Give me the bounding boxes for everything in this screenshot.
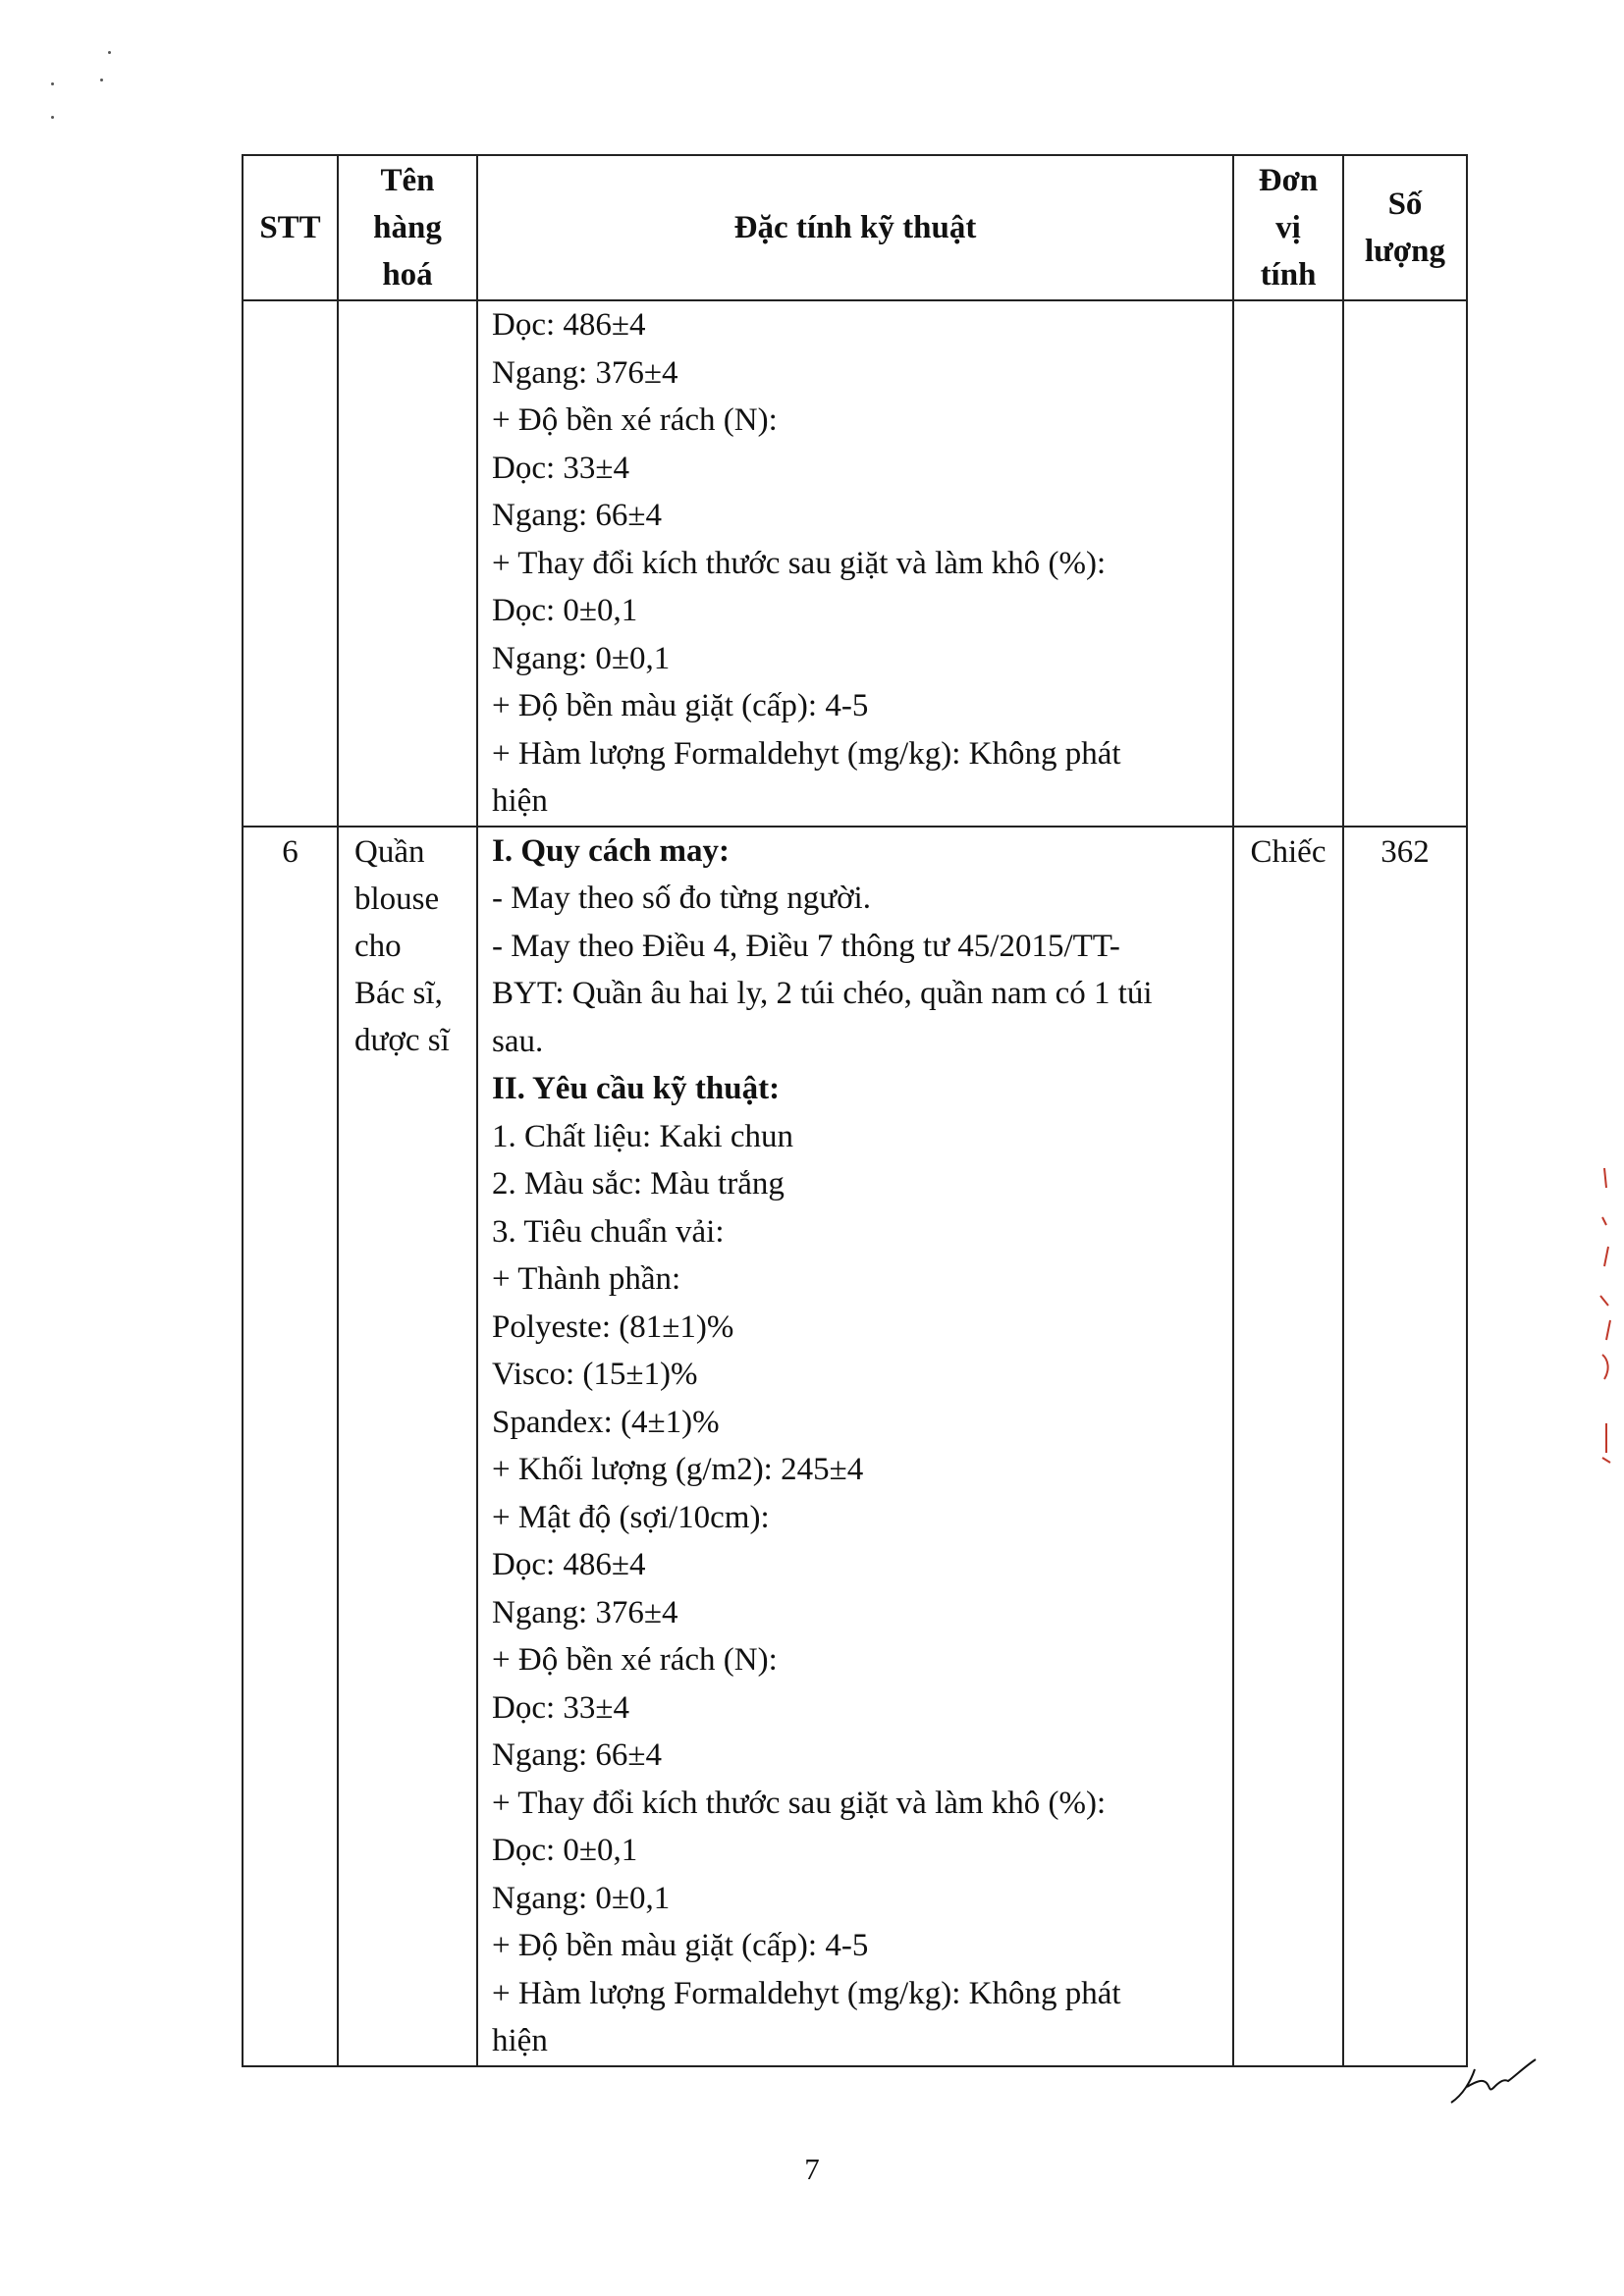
- spec-line: - May theo Điều 4, Điều 7 thông tư 45/2015/TT-: [492, 928, 1120, 964]
- header-name-line: hàng: [373, 210, 442, 245]
- header-unit-line: Đơn: [1258, 163, 1319, 198]
- spec-line: - May theo số đo từng người.: [492, 881, 871, 916]
- spec-line: hiện: [492, 2023, 548, 2058]
- spec-line: Polyeste: (81±1)%: [492, 1308, 734, 1345]
- product-name-line: cho: [354, 928, 402, 964]
- header-unit-line: tính: [1260, 257, 1317, 293]
- spec-line: 2. Màu sắc: Màu trắng: [492, 1166, 785, 1201]
- spec-line: Ngang: 66±4: [492, 1737, 663, 1773]
- spec-line: Dọc: 486±4: [492, 1547, 646, 1582]
- cell-name-empty: [338, 300, 477, 827]
- header-quantity: [1343, 155, 1467, 300]
- cell-stt-empty: [243, 300, 338, 827]
- cell-quantity: 362: [1343, 827, 1467, 2066]
- scan-speck: [100, 79, 103, 81]
- spec-line: + Hàm lượng Formaldehyt (mg/kg): Không phát: [492, 735, 1121, 772]
- spec-line: + Hàm lượng Formaldehyt (mg/kg): Không phát: [492, 1975, 1121, 2011]
- spec-line: Ngang: 0±0,1: [492, 1880, 671, 1916]
- product-name-line: blouse: [354, 881, 440, 917]
- spec-line: hiện: [492, 783, 548, 819]
- spec-line: + Độ bền màu giặt (cấp): 4-5: [492, 688, 869, 723]
- header-qty-line: Số: [1387, 187, 1423, 222]
- header-technical-specs: Đặc tính kỹ thuật: [477, 155, 1233, 300]
- header-product-name: [338, 155, 477, 300]
- spec-line: Ngang: 376±4: [492, 354, 678, 391]
- spec-line: Dọc: 0±0,1: [492, 1833, 638, 1868]
- spec-line: 3. Tiêu chuẩn vải:: [492, 1213, 725, 1250]
- spec-section-heading: I. Quy cách may:: [492, 832, 730, 869]
- spec-line: + Thay đổi kích thước sau giặt và làm khô (%):: [492, 545, 1107, 581]
- scan-speck: [51, 116, 54, 119]
- spec-line: + Độ bền xé rách (N):: [492, 1642, 778, 1678]
- table-header-row: [243, 155, 1467, 300]
- product-name-line: Bác sĩ,: [354, 975, 443, 1011]
- margin-ink-marks-icon: [1591, 1158, 1620, 1482]
- spec-line: Spandex: (4±1)%: [492, 1404, 720, 1440]
- spec-line: Ngang: 0±0,1: [492, 640, 671, 676]
- cell-technical-specs: [477, 827, 1233, 2066]
- spec-line: Ngang: 376±4: [492, 1594, 678, 1630]
- spec-line: Ngang: 66±4: [492, 498, 663, 533]
- spec-line: Dọc: 33±4: [492, 450, 630, 486]
- spec-line: 1. Chất liệu: Kaki chun: [492, 1118, 794, 1154]
- product-name-line: dược sĩ: [354, 1022, 450, 1058]
- cell-continued-specs: [477, 300, 1233, 827]
- header-qty-line: lượng: [1364, 234, 1446, 269]
- spec-line: + Thành phần:: [492, 1261, 681, 1297]
- scan-speck: [51, 82, 54, 85]
- spec-line: Dọc: 33±4: [492, 1689, 630, 1726]
- spec-line: + Độ bền xé rách (N):: [492, 402, 778, 438]
- spec-line: Dọc: 0±0,1: [492, 593, 638, 628]
- spec-line: Visco: (15±1)%: [492, 1357, 698, 1392]
- product-name-line: Quần: [354, 833, 425, 870]
- spec-section-heading: II. Yêu cầu kỹ thuật:: [492, 1071, 781, 1106]
- cell-product-name: [338, 827, 477, 2066]
- header-unit: [1233, 155, 1343, 300]
- spec-line: BYT: Quần âu hai ly, 2 túi chéo, quần nam có 1 túi: [492, 976, 1153, 1011]
- table-row-item-6: [243, 827, 1467, 2066]
- table-row-continued: [243, 300, 1467, 827]
- specification-table: [242, 154, 1468, 2067]
- spec-line: + Mật độ (sợi/10cm):: [492, 1499, 770, 1535]
- spec-line: Dọc: 486±4: [492, 307, 646, 343]
- spec-line: sau.: [492, 1023, 544, 1059]
- page-number: 7: [804, 2152, 820, 2186]
- cell-qty-empty: [1343, 300, 1467, 827]
- cell-unit-empty: [1233, 300, 1343, 827]
- spec-line: + Thay đổi kích thước sau giặt và làm khô (%):: [492, 1785, 1107, 1821]
- header-name-line: Tên: [380, 163, 435, 198]
- signature-initials-icon: [1443, 2052, 1542, 2110]
- scan-speck: [108, 51, 111, 54]
- spec-line: + Khối lượng (g/m2): 245±4: [492, 1452, 864, 1487]
- header-stt: STT: [243, 155, 338, 300]
- cell-stt: 6: [243, 827, 338, 2066]
- cell-unit: Chiếc: [1233, 827, 1343, 2066]
- header-unit-line: vị: [1275, 210, 1301, 245]
- header-name-line: hoá: [382, 257, 433, 293]
- spec-line: + Độ bền màu giặt (cấp): 4-5: [492, 1928, 869, 1963]
